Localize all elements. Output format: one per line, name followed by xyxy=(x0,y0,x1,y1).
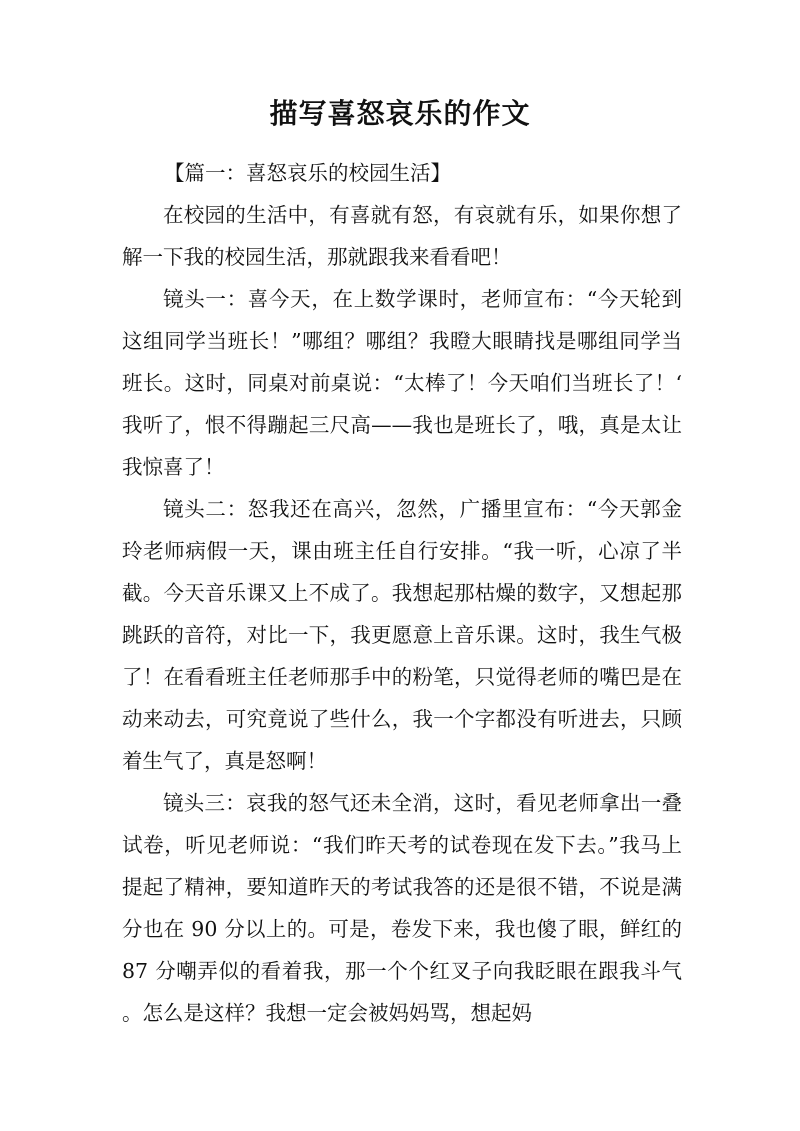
paragraph-scene-two: 镜头二：怒我还在高兴，忽然，广播里宣布：“今天郭金玲老师病假一天，课由班主任自行安排。“我一听，心凉了半截。今天音乐课又上不成了。我想起那枯燥的数字，又想起那跳跃的音符，对比一下，我更愿意上音乐课。这时，我生气极了！在看看班主任老师那手中的粉笔，只觉得老师的嘴巴是在动来动去，可究竟说了些什么，我一个字都没有听进去，只顾着生气了，真是怒啊！ xyxy=(122,497,682,773)
paragraph-scene-three: 镜头三：哀我的怒气还未全消，这时，看见老师拿出一叠试卷，听见老师说：“我们昨天考的试卷现在发下去。”我马上提起了精神，要知道昨天的考试我答的还是很不错，不说是满分也在 90 分以上的。可是，卷发下来，我也傻了眼，鲜红的 87 分嘲弄似的看着我，那一个个红叉子向我眨眼在跟我斗气。怎么是这样？我想一定会被妈妈骂，想起妈 xyxy=(122,791,682,1025)
paragraph-scene-one: 镜头一：喜今天，在上数学课时，老师宣布：“今天轮到这组同学当班长！”哪组？哪组？我瞪大眼睛找是哪组同学当班长。这时，同桌对前桌说：“太棒了！今天咱们当班长了！‘我听了，恨不得蹦起三尺高——我也是班长了，哦，真是太让我惊喜了！ xyxy=(122,287,682,479)
section-heading: 【篇一：喜怒哀乐的校园生活】 xyxy=(164,161,451,185)
document-title: 描写喜怒哀乐的作文 xyxy=(269,97,531,130)
document-body xyxy=(122,152,682,1034)
paragraph-intro: 在校园的生活中，有喜就有怒，有哀就有乐，如果你想了解一下我的校园生活，那就跟我来看看吧！ xyxy=(122,203,682,269)
